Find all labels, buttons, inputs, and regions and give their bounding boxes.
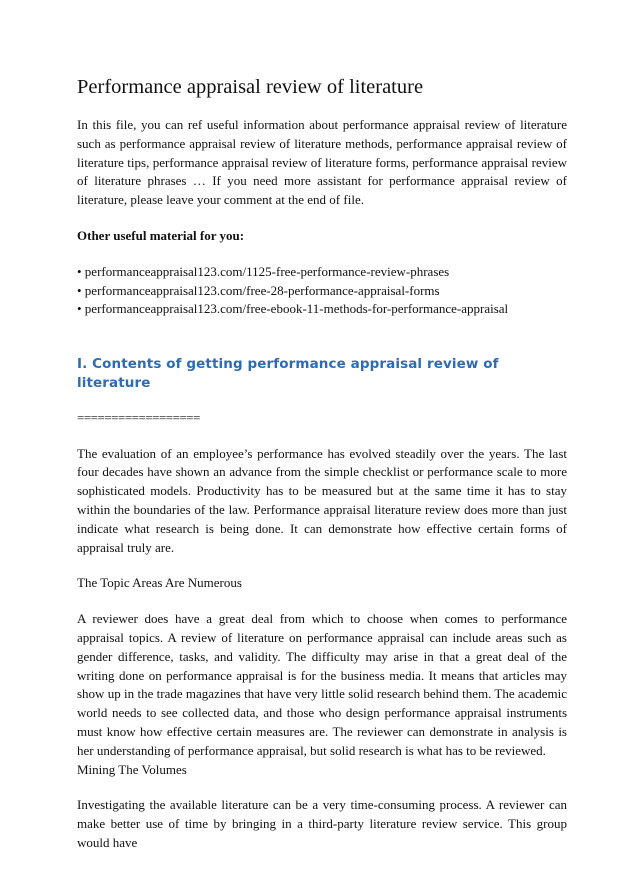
- link-item[interactable]: • performanceappraisal123.com/free-28-performance-appraisal-forms: [77, 282, 440, 298]
- link-item[interactable]: • performanceappraisal123.com/1125-free-performance-review-phrases: [77, 263, 450, 279]
- separator-line: ==================: [77, 409, 200, 425]
- paragraph-investigating: Investigating the available literature can be a very time-consuming process. A reviewer can make better use of time by bringing in a third-party literature review service. This group would have: [77, 797, 567, 850]
- subheading-topic-areas: The Topic Areas Are Numerous: [77, 575, 242, 591]
- intro-paragraph: In this file, you can ref useful information about performance appraisal review of literature such as performance appraisal review of literature methods, performance appraisal review of literature tips, performance appraisal review of literature forms, performance appraisal review of literature phrases … If you need more assistant for performance appraisal review of literature, please leave your comment at the end of file.: [77, 117, 567, 208]
- paragraph-topics: A reviewer does have a great deal from which to choose when comes to performance appraisal topics. A review of literature on performance appraisal can include areas such as gender difference, tasks, and validity. The difficulty may arise in that a great deal of the writing done on performance appraisal is for the business media. It means that articles may show up in the trade magazines that have very little solid research behind them. The academic world needs to see collected data, and those who design performance appraisal instruments must know how effective certain measures are. The reviewer can demonstrate in analysis is her understanding of performance appraisal, but solid research is what has to be reviewed.: [77, 611, 567, 758]
- useful-links-list: [77, 263, 567, 319]
- paragraph-evaluation: The evaluation of an employee’s performance has evolved steadily over the years. The last four decades have shown an advance from the simple checklist or performance scale to more sophisticated models. Productivity has to be measured but at the same time it has to stay within the boundaries of the law. Performance appraisal literature review does more than just indicate what research is being done. It can demonstrate how effective certain forms of appraisal truly are.: [77, 445, 567, 555]
- document-page: [77, 70, 567, 870]
- other-material-label: Other useful material for you:: [77, 227, 245, 243]
- subheading-mining-volumes: Mining The Volumes: [77, 761, 187, 777]
- section-heading: I. Contents of getting performance appraisal review of literature: [77, 356, 499, 391]
- link-item[interactable]: • performanceappraisal123.com/free-ebook-11-methods-for-performance-appraisal: [77, 301, 509, 317]
- document-title: Performance appraisal review of literature: [77, 76, 424, 98]
